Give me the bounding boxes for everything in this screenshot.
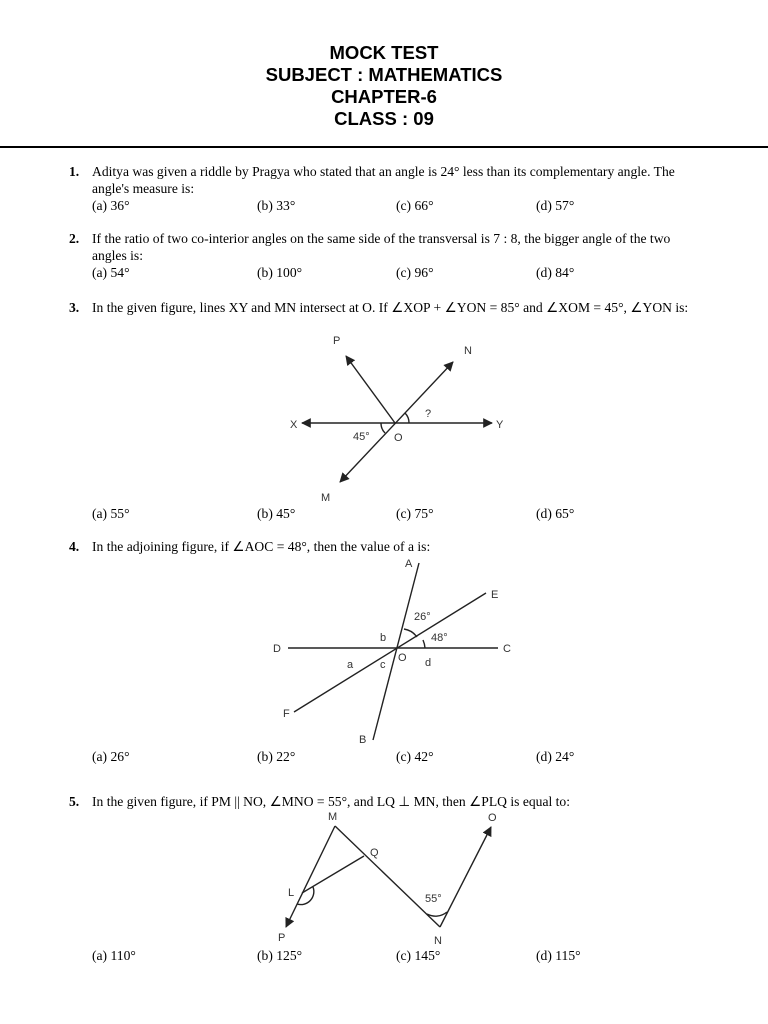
question-number: 4. bbox=[69, 539, 80, 554]
ray-mp bbox=[286, 826, 335, 927]
label-y: Y bbox=[496, 419, 504, 431]
option-b: (b) 125° bbox=[257, 948, 303, 963]
ray-no bbox=[440, 827, 491, 927]
option-a: (a) 26° bbox=[92, 749, 130, 764]
question-text: In the given figure, lines XY and MN intersect at O. If ∠XOP + ∠YON = 85° and ∠XOM = 45°, ∠YON is: bbox=[92, 300, 689, 315]
option-a: (a) 54° bbox=[92, 265, 130, 280]
label-m: M bbox=[328, 811, 338, 823]
option-c: (c) 145° bbox=[396, 948, 441, 963]
question-text: In the adjoining figure, if ∠AOC = 48°, then the value of a is: bbox=[92, 539, 431, 554]
label-b: B bbox=[359, 734, 367, 746]
option-d: (d) 24° bbox=[536, 749, 575, 764]
label-angle-55: 55° bbox=[425, 893, 442, 905]
option-b: (b) 45° bbox=[257, 506, 296, 521]
label-d: D bbox=[273, 643, 281, 655]
option-d: (d) 57° bbox=[536, 198, 575, 213]
question-5-options bbox=[0, 947, 768, 964]
option-a: (a) 110° bbox=[92, 948, 136, 963]
option-d: (d) 65° bbox=[536, 506, 575, 521]
option-b: (b) 33° bbox=[257, 198, 296, 213]
angle-arc-mno bbox=[427, 912, 447, 916]
label-angle-48: 48° bbox=[431, 632, 448, 644]
option-d: (d) 84° bbox=[536, 265, 575, 280]
label-m: M bbox=[321, 492, 331, 504]
label-e: E bbox=[491, 589, 499, 601]
question-number: 2. bbox=[69, 231, 80, 246]
label-x: X bbox=[290, 419, 298, 431]
label-angle-d: d bbox=[425, 657, 432, 669]
header-title: MOCK TEST bbox=[329, 42, 439, 63]
label-c: C bbox=[503, 643, 511, 655]
label-l: L bbox=[288, 887, 295, 899]
question-text: Aditya was given a riddle by Pragya who stated that an angle is 24° less than its complementary angle. The angle's measure is: bbox=[92, 164, 675, 196]
label-p: P bbox=[278, 932, 286, 944]
label-n: N bbox=[434, 935, 442, 947]
label-o: O bbox=[394, 432, 403, 444]
label-angle-b: b bbox=[380, 632, 387, 644]
option-c: (c) 66° bbox=[396, 198, 434, 213]
question-number: 3. bbox=[69, 300, 80, 315]
header-chapter: CHAPTER-6 bbox=[331, 86, 437, 107]
label-unknown: ? bbox=[425, 408, 432, 420]
label-angle-26: 26° bbox=[414, 611, 431, 623]
label-n: N bbox=[464, 345, 472, 357]
label-p: P bbox=[333, 335, 341, 347]
option-c: (c) 96° bbox=[396, 265, 434, 280]
question-text: In the given figure, if PM || NO, ∠MNO = 55°, and LQ ⊥ MN, then ∠PLQ is equal to: bbox=[92, 794, 571, 809]
question-number: 5. bbox=[69, 794, 80, 809]
option-b: (b) 22° bbox=[257, 749, 296, 764]
label-a: A bbox=[405, 558, 413, 570]
header-subject: SUBJECT : MATHEMATICS bbox=[265, 64, 503, 85]
option-a: (a) 55° bbox=[92, 506, 130, 521]
line-mn bbox=[335, 826, 440, 927]
option-a: (a) 36° bbox=[92, 198, 130, 213]
option-b: (b) 100° bbox=[257, 265, 303, 280]
label-angle-45: 45° bbox=[353, 431, 370, 443]
label-angle-a: a bbox=[347, 659, 354, 671]
angle-arc-plq bbox=[297, 887, 314, 905]
option-d: (d) 115° bbox=[536, 948, 581, 963]
label-f: F bbox=[283, 708, 290, 720]
question-number: 1. bbox=[69, 164, 80, 179]
option-c: (c) 42° bbox=[396, 749, 434, 764]
header-class: CLASS : 09 bbox=[334, 108, 434, 129]
label-o: O bbox=[398, 652, 407, 664]
option-c: (c) 75° bbox=[396, 506, 434, 521]
label-angle-c: c bbox=[380, 659, 386, 671]
label-o: O bbox=[488, 812, 497, 824]
question-text: If the ratio of two co-interior angles on the same side of the transversal is 7 : 8, the bigger angle of the two angles is: bbox=[92, 231, 671, 263]
label-q: Q bbox=[370, 847, 379, 859]
